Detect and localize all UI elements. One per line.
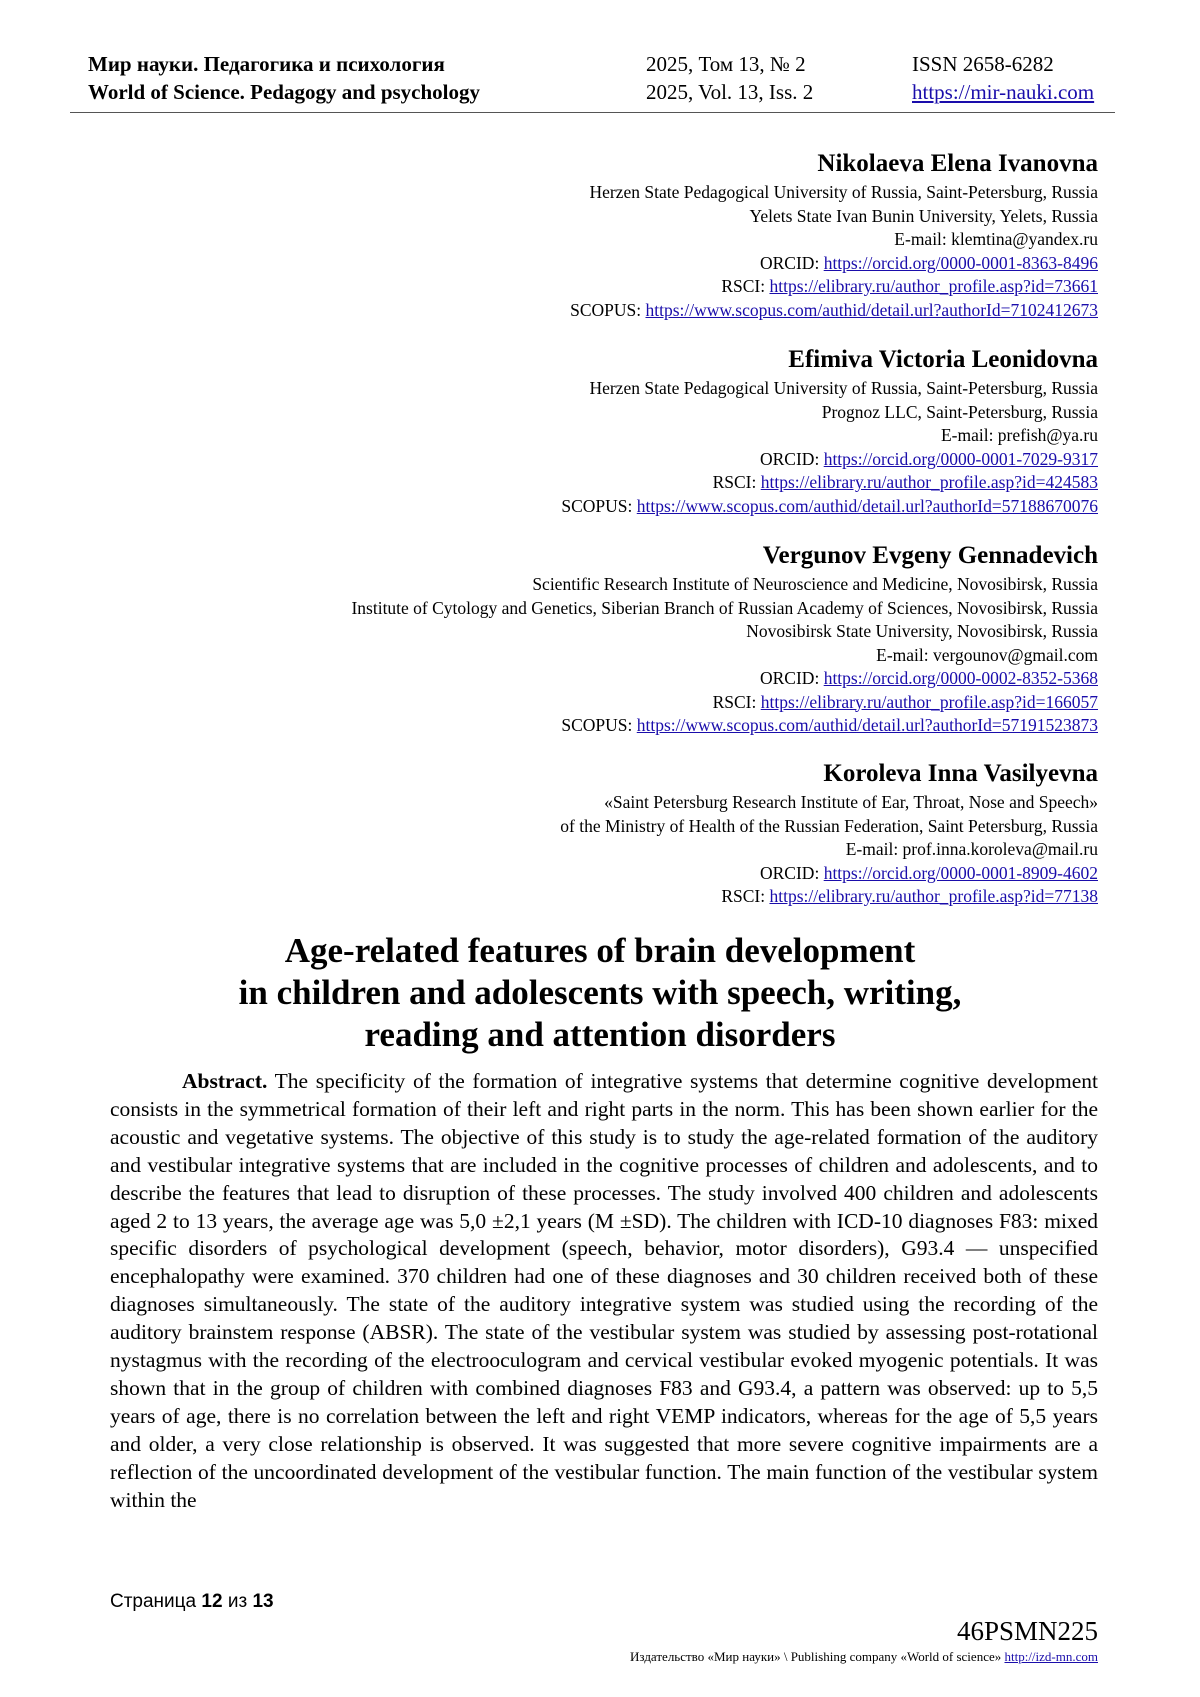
- rsci-link[interactable]: https://elibrary.ru/author_profile.asp?id=166057: [760, 691, 1098, 712]
- orcid-link[interactable]: https://orcid.org/0000-0001-8909-4602: [823, 862, 1098, 883]
- author-email: E-mail: vergounov@gmail.com: [876, 644, 1098, 665]
- article-title: [100, 930, 1100, 1056]
- issn: ISSN 2658-6282: [912, 52, 1054, 76]
- author-orcid: ORCID: https://orcid.org/0000-0001-8363-8496: [760, 252, 1098, 273]
- header-divider: [70, 112, 1115, 113]
- abstract-label: Abstract.: [182, 1069, 268, 1093]
- publisher-link[interactable]: http://izd-mn.com: [1004, 1649, 1098, 1664]
- orcid-link[interactable]: https://orcid.org/0000-0001-7029-9317: [823, 448, 1098, 469]
- author-block: [98, 344, 1098, 518]
- author-rsci: RSCI: https://elibrary.ru/author_profile.asp?id=77138: [721, 886, 1098, 906]
- journal-title: [88, 50, 480, 106]
- author-scopus: SCOPUS: https://www.scopus.com/authid/detail.url?authorId=57191523873: [561, 715, 1098, 735]
- page-number: Страница 12 из 13: [110, 1591, 274, 1612]
- author-name: Koroleva Inna Vasilyevna: [823, 760, 1098, 787]
- author-affiliation: Institute of Cytology and Genetics, Siberian Branch of Russian Academy of Sciences, Novosibirsk, Russia: [351, 597, 1098, 618]
- rsci-link[interactable]: https://elibrary.ru/author_profile.asp?id=424583: [760, 472, 1098, 492]
- author-scopus: SCOPUS: https://www.scopus.com/authid/detail.url?authorId=57188670076: [561, 495, 1098, 516]
- publisher-footer: Издательство «Мир науки» \ Publishing company «World of science» http://izd-mn.com: [630, 1649, 1098, 1664]
- author-email: E-mail: prefish@ya.ru: [940, 425, 1098, 445]
- title-line: Age-related features of brain development: [284, 931, 916, 970]
- orcid-link[interactable]: https://orcid.org/0000-0002-8352-5368: [823, 668, 1098, 688]
- scopus-link[interactable]: https://www.scopus.com/authid/detail.url?authorId=57191523873: [636, 715, 1098, 735]
- author-block: [98, 758, 1098, 909]
- article-code: 46PSMN225: [956, 1616, 1098, 1646]
- author-email: E-mail: klemtina@yandex.ru: [894, 229, 1098, 249]
- issn-block: [912, 50, 1094, 106]
- rsci-link[interactable]: https://elibrary.ru/author_profile.asp?id=77138: [769, 886, 1098, 906]
- author-name: Efimiva Victoria Leonidovna: [788, 346, 1098, 373]
- author-block: [98, 540, 1098, 738]
- title-line: in children and adolescents with speech, writing,: [238, 973, 962, 1012]
- rsci-link[interactable]: https://elibrary.ru/author_profile.asp?id=73661: [769, 276, 1098, 296]
- author-affiliation: Prognoz LLC, Saint-Petersburg, Russia: [821, 401, 1098, 422]
- volume-ru: 2025, Том 13, № 2: [646, 52, 806, 76]
- author-scopus: SCOPUS: https://www.scopus.com/authid/detail.url?authorId=7102412673: [570, 299, 1098, 320]
- scopus-link[interactable]: https://www.scopus.com/authid/detail.url?authorId=57188670076: [636, 495, 1098, 516]
- author-affiliation: Scientific Research Institute of Neuroscience and Medicine, Novosibirsk, Russia: [532, 574, 1098, 594]
- author-name: Nikolaeva Elena Ivanovna: [817, 150, 1098, 177]
- volume-en: 2025, Vol. 13, Iss. 2: [646, 80, 814, 104]
- author-rsci: RSCI: https://elibrary.ru/author_profile.asp?id=424583: [712, 472, 1098, 492]
- abstract: [110, 1068, 1098, 1515]
- author-email: E-mail: prof.inna.koroleva@mail.ru: [845, 839, 1098, 859]
- author-orcid: ORCID: https://orcid.org/0000-0001-7029-9317: [760, 448, 1098, 469]
- author-affiliation: Herzen State Pedagogical University of Russia, Saint-Petersburg, Russia: [589, 378, 1098, 398]
- author-orcid: ORCID: https://orcid.org/0000-0002-8352-5368: [760, 668, 1098, 688]
- author-rsci: RSCI: https://elibrary.ru/author_profile.asp?id=73661: [721, 276, 1098, 296]
- author-affiliation: of the Ministry of Health of the Russian Federation, Saint Petersburg, Russia: [560, 815, 1098, 836]
- author-rsci: RSCI: https://elibrary.ru/author_profile.asp?id=166057: [712, 691, 1098, 712]
- journal-title-en: World of Science. Pedagogy and psychology: [88, 80, 481, 104]
- author-affiliation: Yelets State Ivan Bunin University, Yelets, Russia: [749, 205, 1098, 226]
- author-affiliation: Novosibirsk State University, Novosibirsk, Russia: [746, 621, 1098, 641]
- volume-info: [646, 50, 813, 106]
- author-affiliation: «Saint Petersburg Research Institute of Ear, Throat, Nose and Speech»: [604, 792, 1098, 812]
- journal-site-link[interactable]: https://mir-nauki.com: [912, 80, 1095, 104]
- author-name: Vergunov Evgeny Gennadevich: [762, 542, 1098, 569]
- orcid-link[interactable]: https://orcid.org/0000-0001-8363-8496: [823, 252, 1098, 273]
- journal-title-ru: Мир науки. Педагогика и психология: [88, 52, 445, 76]
- author-affiliation: Herzen State Pedagogical University of Russia, Saint-Petersburg, Russia: [589, 182, 1098, 202]
- author-block: [98, 148, 1098, 322]
- title-line: reading and attention disorders: [364, 1015, 836, 1054]
- author-orcid: ORCID: https://orcid.org/0000-0001-8909-4602: [760, 862, 1098, 883]
- abstract-text: The specificity of the formation of integrative systems that determine cognitive development consists in the symmetrical formation of their left and right parts in the norm. This has been shown earlier for the acoustic and vegetative systems. The objective of this study is to study the age-related formation of the auditory and vestibular integrative systems that are included in the cognitive processes of children and adolescents, and to describe the features that lead to disruption of these processes. The study involved 400 children and adolescents aged 2 to 13 years, the average age was 5,0 ±2,1 years (M ±SD). The children with ICD-10 diagnoses F83: mixed specific disorders of psychological development (speech, behavior, motor disorders), G93.4 — unspecified encephalopathy were examined. 370 children had one of these diagnoses and 30 children received both of these diagnoses simultaneously. The state of the auditory integrative system was studied using the recording of the auditory brainstem response (ABSR). The state of the vestibular system was studied by assessing post-rotational nystagmus with the recording of the electrooculogram and cervical vestibular evoked myogenic potentials. It was shown that in the group of children with combined diagnoses F83 and G93.4, a pattern was observed: up to 5,5 years of age, there is no correlation between the left and right VEMP indicators, whereas for the age of 5,5 years and older, a very close relationship is observed. It was suggested that more severe cognitive impairments are a reflection of the uncoordinated development of the vestibular function. The main function of the vestibular system within the: [110, 1069, 1098, 1512]
- scopus-link[interactable]: https://www.scopus.com/authid/detail.url?authorId=7102412673: [645, 299, 1098, 320]
